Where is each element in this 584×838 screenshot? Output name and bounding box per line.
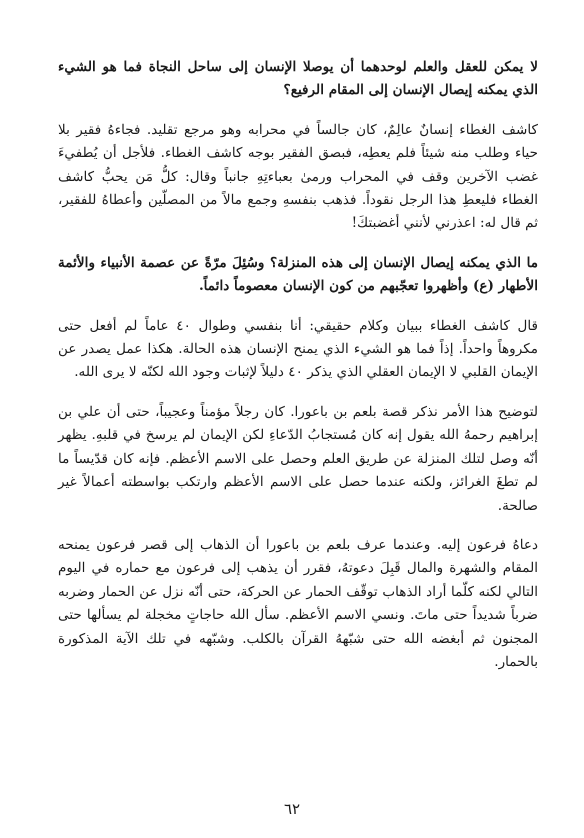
page-number: ٦٢ <box>283 800 301 818</box>
page-body <box>58 56 538 690</box>
body-paragraph: لتوضيح هذا الأمر نذكر قصة بلعم بن باعورا. كان رجلاً مؤمناً وعجيباً، حتى أن علي بن إبراهيم رحمهُ الله يقول إنه كان مُستجابُ الدّعاءِ لكن الإيمان لم يرسخ في قلبهِ. يظهر أنّه وصل لتلك المنزلة عن طريق العلم وحصل على الاسم الأعظم. فإنه كان قدّيساً ما لم تطغَ الغرائز، ولكنه عندما حصل على الاسم الأعظم وارتكب بواسطته أعمالاً غير صالحة. <box>58 403 538 514</box>
body-paragraph: قال كاشف الغطاء ببيان وكلام حقيقي: أنا بنفسي وطوال ٤٠ عاماً لم أفعل حتى مكروهاً واحداً. إذاً فما هو الشيء الذي يمنح الإنسان هذه الحالة. هكذا عمل يصدر عن الإيمان القلبي لا الإيمان العقلي الذي يذكر ٤٠ دليلاً لإثبات وجود الله لكنّه لا يرى الله. <box>58 317 538 381</box>
body-paragraph: كاشف الغطاء إنسانٌ عالِمٌ، كان جالساً في محرابه وهو مرجع تقليد. فجاءهُ فقير بلا حياء وطلب منه شيئاً فلم يعطِه، فبصق الفقير بوجه كاشف الغطاء. فلأجل أن يُطفيءَ غضب الآخرين وقف في المحراب ورمىٰ بعباءتِهِ جانباً وقال: كلُّ مَن يحبُّ كاشف الغطاء فليعطِ هذا الرجل نقوداً. فذهب بنفسهِ وجمع مالاً من المصلّين وأعطاهُ للفقير، ثم قال له: اعذرني لأنني أغضبتكَ! <box>58 121 538 232</box>
question-paragraph: ما الذي يمكنه إيصال الإنسان إلى هذه المنزلة؟ وسُئِلَ مرّةً عن عصمة الأنبياء والأئمة الأطهار (ع) وأظهروا تعجّبهم من كون الإنسان معصوماً دائماً. <box>58 254 538 295</box>
body-paragraph: دعاهُ فرعون إليه. وعندما عرف بلعم بن باعورا أن الذهاب إلى قصر فرعون يمنحه المقام والشهرة والمال قَبِلَ دعوتهُ، فقرر أن يذهب إلى فرعون مع حماره في اليوم التالي لكنه كلّما أراد الذهاب توقّف الحمار عن الحركة، حتى أنّه نزل عن الحمار وضربه ضرباً شديداً حتى ماتَ. ونسي الاسم الأعظم. سأل الله حاجاتٍ مخجلة لم يسألها حتى المجنون ثم أبغضه الله حتى شبّههُ القرآن بالكلب. وشبّهه في تلك الآية المذكورة بالحمار. <box>58 536 538 670</box>
question-paragraph: لا يمكن للعقل والعلم لوحدهما أن يوصلا الإنسان إلى ساحل النجاة فما هو الشيء الذي يمكنه إيصال الإنسان إلى المقام الرفيع؟ <box>58 59 538 99</box>
